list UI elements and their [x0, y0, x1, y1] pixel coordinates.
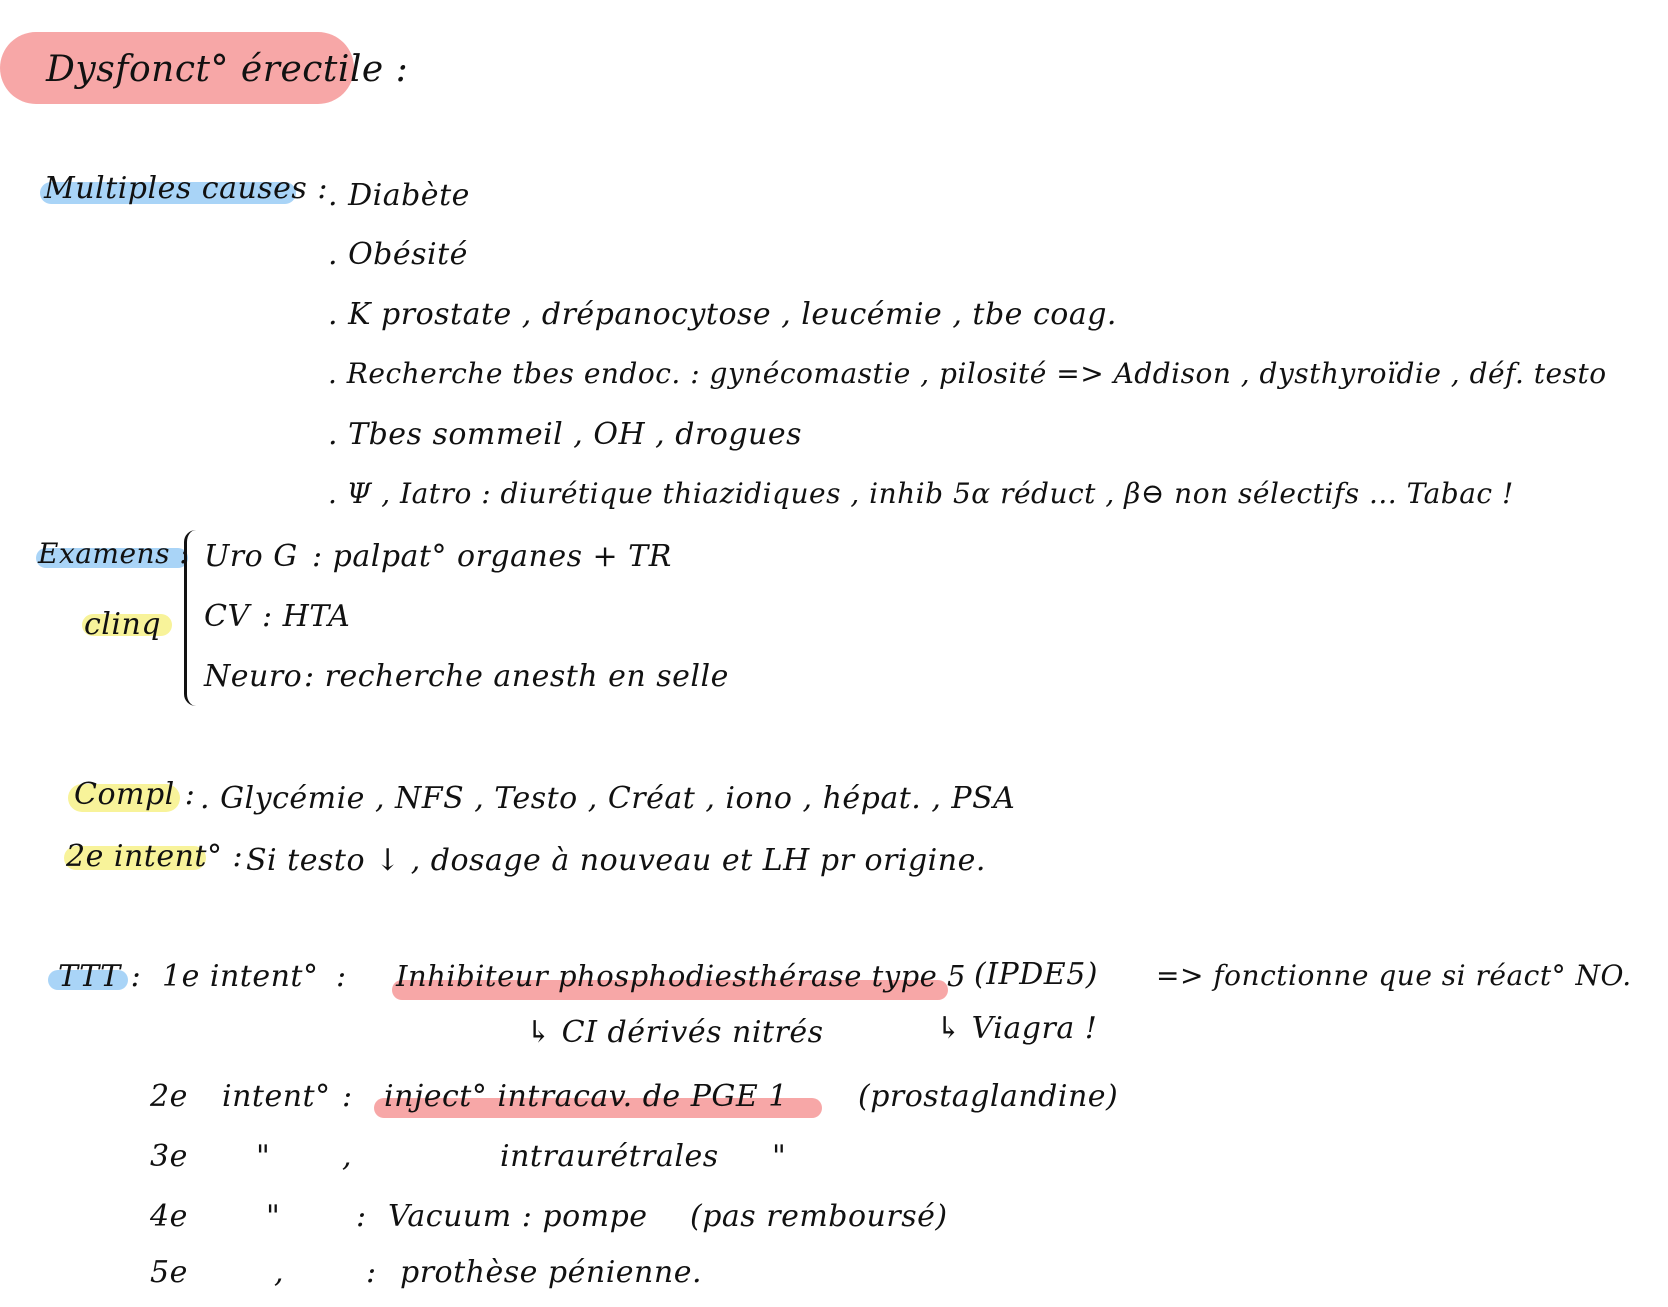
compl-label: Compl :	[74, 777, 196, 812]
examens-brace	[184, 530, 203, 706]
clinq-label: clinq	[84, 607, 162, 642]
ttt-sep: :	[366, 1255, 377, 1290]
no-note: => fonctionne que si réact° NO.	[1156, 959, 1632, 992]
ttt-rank: 2e	[150, 1079, 188, 1114]
ipde5-abbr: (IPDE5)	[974, 957, 1098, 992]
causes-label: Multiples causes :	[44, 171, 328, 206]
ttt-rank: 1e intent°	[162, 959, 319, 994]
ttt-row-after: (prostaglandine)	[858, 1079, 1119, 1114]
ttt-row-text: intraurétrales	[500, 1139, 719, 1174]
ttt-row-text: Vacuum : pompe	[388, 1199, 648, 1234]
viagra-note: ↳ Viagra !	[936, 1011, 1098, 1046]
cause-item: . Ψ , Iatro : diurétique thiazidiques , inhib 5α réduct , β⊖ non sélectifs ... Tabac !	[328, 477, 1514, 510]
ttt-rank: 4e	[150, 1199, 188, 1234]
cause-item: . Recherche tbes endoc. : gynécomastie , pilosité => Addison , dysthyroïdie , déf. testo	[328, 357, 1607, 390]
ipde5-drug: Inhibiteur phosphodiesthérase type 5	[396, 959, 967, 993]
cause-item: . Diabète	[328, 178, 470, 213]
ttt-sep: ,	[342, 1139, 353, 1174]
ttt-row-after: "	[772, 1139, 787, 1174]
ttt-row-after: (pas remboursé)	[690, 1199, 948, 1234]
ttt-row-label: "	[266, 1199, 281, 1234]
compl-value: . Glycémie , NFS , Testo , Créat , iono , hépat. , PSA	[200, 781, 1016, 816]
ttt-sep: :	[336, 959, 347, 994]
ttt-label: TTT :	[58, 959, 142, 994]
ttt-row-text: inject° intracav. de PGE 1	[384, 1079, 788, 1114]
ttt-row-label: ,	[274, 1255, 285, 1290]
ttt-row-label: "	[256, 1139, 271, 1174]
ttt-rank: 5e	[150, 1255, 188, 1290]
exam-value: : palpat° organes + TR	[312, 539, 672, 574]
ttt-rank: 3e	[150, 1139, 188, 1174]
cause-item: . K prostate , drépanocytose , leucémie , tbe coag.	[328, 297, 1117, 332]
exam-value: : HTA	[262, 599, 351, 634]
examens-label: Examens :	[38, 537, 190, 570]
second-intent-label: 2e intent° :	[66, 839, 244, 874]
ci-note: ↳ CI dérivés nitrés	[526, 1015, 824, 1050]
ttt-row-label: intent°	[222, 1079, 331, 1114]
exam-key: Neuro	[204, 659, 303, 694]
exam-key: Uro G	[204, 539, 298, 574]
ttt-sep: :	[342, 1079, 353, 1114]
ttt-sep: :	[356, 1199, 367, 1234]
cause-item: . Tbes sommeil , OH , drogues	[328, 417, 803, 452]
page-title: Dysfonct° érectile :	[46, 49, 409, 90]
exam-value: : recherche anesth en selle	[304, 659, 729, 694]
cause-item: . Obésité	[328, 237, 468, 272]
second-intent-value: Si testo ↓ , dosage à nouveau et LH pr origine.	[246, 843, 986, 878]
ttt-row-text: prothèse pénienne.	[400, 1255, 702, 1290]
exam-key: CV	[204, 599, 250, 634]
